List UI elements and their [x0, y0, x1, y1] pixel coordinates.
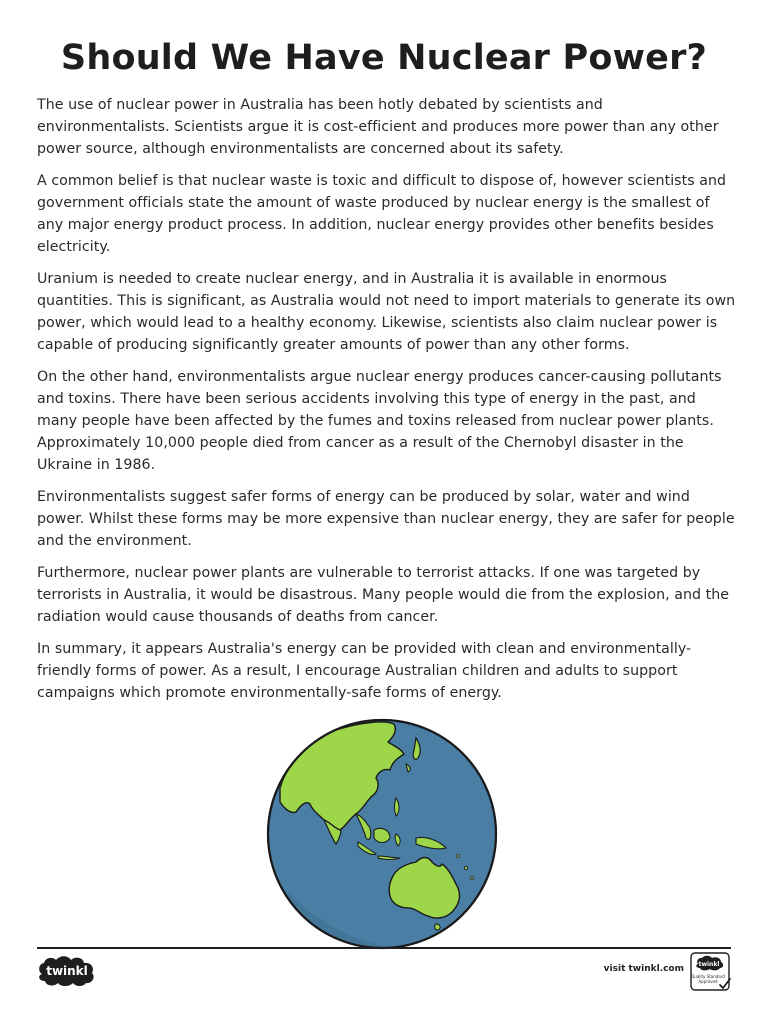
quality-standard-badge — [690, 952, 732, 992]
twinkl-logo[interactable] — [36, 954, 98, 988]
paragraph-uranium: Uranium is needed to create nuclear energy, and in Australia it is available in enormous quantities. This is significant, as Australia would not need to import materials to generate its own power, which would lead to a healthy economy. Likewise, scientists also claim nuclear power is capable of producing significantly greater amounts of power than any other forms. — [37, 271, 736, 353]
paragraph-terrorism: Furthermore, nuclear power plants are vulnerable to terrorist attacks. If one was targeted by terrorists in Australia, it would be disastrous. Many people would die from the explosion, and the radiation would cause thousands of deaths from cancer. — [37, 565, 730, 625]
page-title: Should We Have Nuclear Power? — [60, 38, 708, 78]
paragraph-waste: A common belief is that nuclear waste is toxic and difficult to dispose of, however scientists and government officials state the amount of waste produced by nuclear energy is the smallest of any major energy product process. In addition, nuclear energy provides other benefits besides electricity. — [37, 173, 727, 255]
footer-divider — [37, 947, 731, 949]
paragraph-counterargument: On the other hand, environmentalists argue nuclear energy produces cancer-causing pollutants and toxins. There have been serious accidents involving this type of energy in the past, and many people have been affected by the fumes and toxins released from nuclear power plants. Approximately 10,000 people died from cancer as a result of the Chernobyl disaster in the Ukraine in 1986. — [37, 369, 722, 473]
paragraph-intro: The use of nuclear power in Australia has been hotly debated by scientists and environmentalists. Scientists argue it is cost-efficient and produces more power than any other power source, although environmentalists are concerned about its safety. — [37, 97, 719, 157]
badge-brand: twinkl — [698, 961, 720, 968]
paragraph-summary: In summary, it appears Australia's energy can be provided with clean and environmentally-friendly forms of power. As a result, I encourage Australian children and adults to support campaigns which promote environmentally-safe forms of energy. — [37, 641, 692, 701]
article-body — [37, 94, 737, 714]
visit-link[interactable]: visit twinkl.com — [603, 964, 684, 974]
badge-line2: Approved — [698, 979, 718, 984]
badge-line1: Quality Standard — [691, 974, 725, 979]
logo-wordmark: twinkl — [46, 964, 88, 978]
paragraph-alternatives: Environmentalists suggest safer forms of energy can be produced by solar, water and wind power. Whilst these forms may be more expensive than nuclear energy, they are safer for people and the environment. — [37, 489, 735, 549]
earth-globe-icon — [266, 718, 498, 950]
